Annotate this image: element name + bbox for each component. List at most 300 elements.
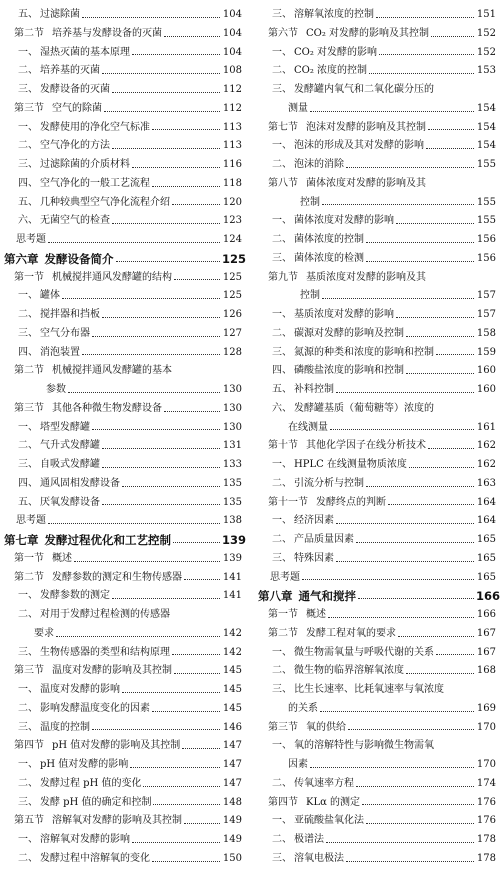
toc-section-entry: [258, 719, 496, 738]
toc-item-entry: [258, 475, 496, 494]
toc-entry-page: 151: [476, 9, 496, 20]
dot-leader: [153, 804, 220, 805]
dot-leader: [74, 561, 220, 562]
dot-leader: [132, 842, 220, 843]
toc-item-entry: [258, 531, 496, 550]
toc-item-entry: [258, 6, 496, 25]
toc-entry-page: 116: [222, 159, 242, 170]
toc-item-entry: [4, 156, 242, 175]
toc-item-entry: [258, 512, 496, 531]
dot-leader: [320, 711, 474, 712]
toc-section-entry: [4, 362, 242, 381]
toc-item-entry: [258, 681, 496, 700]
toc-entry-page: 148: [222, 796, 242, 808]
toc-entry-title: 控制: [300, 196, 320, 208]
toc-entry-page: 108: [222, 65, 242, 77]
toc-entry-title: 微生物的临界溶解氧浓度: [294, 665, 404, 677]
dot-leader: [122, 692, 220, 693]
toc-chapter-entry: [4, 531, 247, 550]
dot-leader: [92, 429, 220, 430]
toc-item-entry: [4, 644, 242, 663]
toc-entry-title: 发酵过程 pH 值的变化: [40, 777, 142, 789]
dot-leader: [366, 486, 474, 487]
dot-leader: [164, 411, 220, 412]
toc-entry-number: 一、: [18, 290, 38, 302]
toc-entry-number: 第十节: [268, 440, 298, 452]
toc-entry-page: 138: [222, 515, 242, 527]
toc-entry-title: 湿热灭菌的基本原理: [40, 46, 130, 58]
dot-leader: [112, 223, 220, 224]
toc-entry-number: 一、: [272, 46, 292, 58]
toc-entry-page: 165: [476, 534, 496, 545]
dot-leader: [172, 654, 220, 655]
dot-leader: [379, 54, 474, 55]
toc-entry-page: 128: [222, 346, 242, 358]
dot-leader: [182, 748, 220, 749]
toc-item-entry: [258, 700, 496, 719]
toc-entry-title: KLα 的测定: [306, 796, 361, 808]
toc-entry-title: 通风固相发酵设备: [40, 477, 120, 489]
toc-entry-title: 补料控制: [294, 384, 334, 395]
toc-entry-title: 过滤除菌: [40, 9, 80, 20]
toc-entry-title: 泡沫的消除: [294, 159, 344, 170]
toc-item-entry: [4, 437, 242, 456]
toc-entry-number: 三、: [18, 84, 38, 95]
toc-entry-page: 130: [222, 384, 242, 395]
toc-entry-page: 167: [476, 627, 496, 639]
toc-item-entry: [4, 456, 242, 475]
toc-entry-title: 罐体: [40, 290, 60, 302]
toc-entry-title: 参数: [46, 384, 66, 395]
toc-entry-number: 一、: [272, 140, 292, 152]
toc-entry-number: 三、: [272, 9, 292, 20]
toc-item-entry: [258, 419, 496, 438]
toc-entry-title: 在线测量: [288, 421, 328, 433]
toc-entry-page: 133: [222, 459, 242, 470]
toc-item-entry: [258, 306, 496, 325]
toc-entry-title: 空气分布器: [40, 327, 90, 339]
toc-entry-number: 一、: [272, 515, 292, 527]
dot-leader: [428, 129, 474, 130]
toc-entry-title: 其他各种微生物发酵设备: [52, 402, 162, 414]
toc-entry-page: 152: [476, 46, 496, 58]
toc-entry-title: 菌体浓度对发酵的影响及其: [306, 177, 426, 189]
toc-entry-page: 139: [222, 533, 247, 547]
toc-item-entry: [258, 756, 496, 775]
dot-leader: [68, 392, 220, 393]
toc-entry-page: 125: [222, 251, 247, 266]
dot-leader: [102, 73, 220, 74]
dot-leader: [409, 467, 474, 468]
toc-entry-page: 178: [476, 834, 496, 845]
dot-leader: [92, 336, 220, 337]
toc-item-entry: [258, 644, 496, 663]
toc-entry-page: 145: [222, 684, 242, 695]
dot-leader: [102, 317, 220, 318]
toc-entry-title: 温度对发酵的影响及其控制: [52, 665, 172, 677]
toc-item-entry: [4, 62, 242, 81]
dot-leader: [173, 542, 220, 543]
dot-leader: [330, 429, 474, 430]
toc-item-entry: [258, 62, 496, 81]
toc-item-entry: [4, 194, 242, 213]
toc-item-entry: [258, 344, 496, 363]
toc-entry-number: 第六章: [4, 251, 39, 266]
toc-entry-page: 135: [222, 477, 242, 489]
dot-leader: [132, 167, 220, 168]
toc-entry-number: 一、: [272, 215, 292, 227]
toc-entry-number: 一、: [18, 121, 38, 133]
toc-entry-number: 第八章: [258, 589, 293, 604]
dot-leader: [92, 729, 220, 730]
toc-item-entry: [258, 194, 496, 213]
toc-entry-page: 157: [476, 290, 496, 302]
toc-right-column: [258, 6, 500, 869]
dot-leader: [436, 654, 474, 655]
toc-entry-number: 三、: [272, 346, 292, 358]
toc-item-entry: [4, 325, 242, 344]
toc-entry-title: 机械搅拌通风发酵罐的基本: [52, 365, 172, 377]
toc-entry-number: 二、: [272, 665, 292, 677]
toc-entry-title: 传氧速率方程: [294, 777, 354, 789]
dot-leader: [48, 523, 220, 524]
toc-entry-title: 溶解氧对发酵的影响及其控制: [52, 815, 182, 827]
toc-chapter-entry: [4, 250, 247, 269]
toc-entry-title: 发酵参数的测定: [40, 590, 110, 602]
dot-leader: [362, 804, 474, 805]
toc-entry-number: 三、: [18, 646, 38, 658]
toc-item-entry: [4, 44, 242, 63]
toc-entry-title: 发酵终点的判断: [316, 496, 386, 508]
toc-item-entry: [258, 662, 496, 681]
toc-section-entry: [4, 550, 242, 569]
toc-entry-number: 二、: [272, 777, 292, 789]
toc-item-entry: [4, 850, 242, 869]
toc-entry-title: 思考题: [270, 571, 300, 583]
toc-item-entry: [4, 681, 242, 700]
dot-leader: [346, 861, 474, 862]
toc-item-entry: [4, 700, 242, 719]
toc-entry-title: 基质浓度对发酵的影响及其: [306, 271, 426, 283]
toc-entry-title: 菌体浓度对发酵的影响: [294, 215, 394, 227]
toc-entry-title: 塔型发酵罐: [40, 421, 90, 433]
dot-leader: [143, 786, 220, 787]
toc-item-entry: [258, 381, 496, 400]
toc-entry-page: 157: [476, 309, 496, 320]
toc-entry-title: 概述: [52, 552, 72, 564]
toc-entry-number: 六、: [272, 402, 292, 414]
toc-entry-title: 影响发酵温度变化的因素: [40, 702, 150, 714]
toc-entry-page: 130: [222, 402, 242, 414]
toc-section-entry: [4, 737, 242, 756]
toc-entry-number: 二、: [272, 159, 292, 170]
toc-entry-page: 163: [476, 477, 496, 489]
toc-item-entry: [4, 287, 242, 306]
dot-leader: [396, 317, 474, 318]
toc-entry-number: 三、: [18, 721, 38, 733]
toc-entry-page: 160: [476, 365, 496, 377]
toc-chapter-entry: [258, 587, 500, 606]
toc-section-entry: [4, 400, 242, 419]
toc-entry-page: 176: [476, 815, 496, 827]
toc-entry-page: 130: [222, 421, 242, 433]
toc-item-entry: [258, 850, 496, 869]
toc-section-entry: [4, 269, 242, 288]
toc-entry-page: 149: [222, 815, 242, 827]
dot-leader: [376, 17, 474, 18]
toc-entry-page: 126: [222, 309, 242, 320]
toc-entry-title: 溶解氧浓度的控制: [294, 9, 374, 20]
toc-entry-page: 161: [476, 421, 496, 433]
toc-entry-title: 磷酸盐浓度的影响和控制: [294, 365, 404, 377]
dot-leader: [426, 148, 474, 149]
toc-item-entry: [258, 100, 496, 119]
toc-entry-number: 二、: [18, 140, 38, 152]
toc-entry-title: 通气和搅拌: [298, 589, 356, 604]
toc-entry-number: 一、: [272, 740, 292, 752]
toc-entry-title: 经济因素: [294, 515, 334, 527]
toc-entry-title: 泡沫的形成及其对发酵的影响: [294, 140, 424, 152]
toc-entry-title: 引流分析与控制: [294, 477, 364, 489]
toc-entry-page: 154: [476, 102, 496, 114]
dot-leader: [366, 261, 474, 262]
dot-leader: [152, 711, 220, 712]
toc-entry-page: 170: [476, 721, 496, 733]
toc-entry-page: 142: [222, 646, 242, 658]
dot-leader: [346, 167, 474, 168]
toc-entry-title: 无菌空气的检查: [40, 215, 110, 227]
dot-leader: [56, 636, 220, 637]
toc-entry-title: CO₂ 对发酵的影响及其控制: [306, 27, 430, 39]
toc-entry-title: 菌体浓度的检测: [294, 252, 364, 264]
toc-entry-page: 160: [476, 384, 496, 395]
toc-item-entry: [258, 325, 496, 344]
toc-entry-number: 第二节: [268, 627, 298, 639]
dot-leader: [174, 673, 220, 674]
toc-entry-title: 几种较典型空气净化流程介绍: [40, 196, 170, 208]
toc-entry-page: 141: [222, 590, 242, 602]
dot-leader: [152, 129, 220, 130]
toc-entry-page: 135: [222, 496, 242, 508]
toc-item-entry: [258, 287, 496, 306]
dot-leader: [122, 486, 220, 487]
toc-entry-number: 四、: [272, 365, 292, 377]
toc-entry-title: 亚硫酸盐氧化法: [294, 815, 364, 827]
toc-item-entry: [4, 344, 242, 363]
toc-entry-page: 118: [222, 177, 242, 189]
toc-item-entry: [258, 569, 496, 588]
dot-leader: [396, 223, 474, 224]
toc-entry-number: 三、: [272, 552, 292, 564]
toc-entry-page: 154: [476, 121, 496, 133]
toc-entry-title: 发酵参数的测定和生物传感器: [52, 571, 182, 583]
toc-item-entry: [4, 212, 242, 231]
toc-entry-title: 基质浓度对发酵的影响: [294, 309, 394, 320]
toc-entry-page: 162: [476, 459, 496, 470]
toc-item-entry: [4, 719, 242, 738]
dot-leader: [48, 242, 220, 243]
toc-entry-page: 169: [476, 702, 496, 714]
dot-leader: [398, 636, 474, 637]
toc-entry-title: 发酵 pH 值的确定和控制: [40, 796, 152, 808]
toc-entry-number: 第三节: [14, 665, 44, 677]
toc-entry-title: 溶氧电极法: [294, 852, 344, 864]
toc-item-entry: [258, 550, 496, 569]
toc-entry-page: 155: [476, 196, 496, 208]
toc-item-entry: [258, 231, 496, 250]
toc-item-entry: [258, 137, 496, 156]
toc-section-entry: [258, 25, 496, 44]
toc-entry-number: 三、: [18, 459, 38, 470]
toc-item-entry: [4, 119, 242, 138]
dot-leader: [102, 504, 220, 505]
toc-entry-number: 五、: [18, 196, 38, 208]
toc-entry-title: 因素: [288, 759, 308, 770]
toc-entry-number: 二、: [18, 440, 38, 452]
toc-entry-number: 二、: [18, 702, 38, 714]
toc-entry-number: 第四节: [14, 740, 44, 752]
toc-entry-title: 思考题: [16, 234, 46, 245]
toc-entry-title: 对用于发酵过程检测的传感器: [40, 609, 170, 620]
toc-entry-number: 二、: [272, 327, 292, 339]
toc-entry-number: 二、: [18, 309, 38, 320]
toc-entry-page: 178: [476, 852, 496, 864]
dot-leader: [356, 542, 474, 543]
toc-entry-title: 控制: [300, 290, 320, 302]
dot-leader: [356, 786, 474, 787]
toc-item-entry: [4, 306, 242, 325]
toc-entry-page: 162: [476, 440, 496, 452]
toc-entry-number: 五、: [18, 9, 38, 20]
toc-entry-page: 166: [476, 609, 496, 620]
toc-entry-number: 一、: [18, 684, 38, 695]
toc-entry-number: 第一节: [14, 552, 44, 564]
toc-entry-title: CO₂ 对发酵的影响: [294, 46, 378, 58]
toc-entry-number: 三、: [18, 159, 38, 170]
toc-entry-page: 155: [476, 159, 496, 170]
toc-entry-title: 氧的溶解特性与影响微生物需氧: [294, 740, 434, 752]
toc-entry-number: 第七章: [4, 533, 39, 547]
toc-entry-number: 四、: [18, 346, 38, 358]
toc-entry-title: 泡沫对发酵的影响及其控制: [306, 121, 426, 133]
toc-section-entry: [258, 494, 496, 513]
dot-leader: [152, 186, 220, 187]
toc-entry-title: 菌体浓度的控制: [294, 234, 364, 245]
dot-leader: [62, 298, 220, 299]
toc-entry-page: 168: [476, 665, 496, 677]
toc-entry-number: 第六节: [268, 27, 298, 39]
toc-entry-title: 发酵设备简介: [44, 251, 114, 266]
dot-leader: [310, 111, 474, 112]
toc-section-entry: [4, 569, 242, 588]
dot-leader: [358, 598, 474, 599]
toc-entry-number: 一、: [272, 459, 292, 470]
dot-leader: [302, 579, 474, 580]
toc-entry-page: 145: [222, 702, 242, 714]
dot-leader: [369, 73, 474, 74]
toc-item-entry: [4, 81, 242, 100]
toc-entry-page: 113: [222, 121, 242, 133]
dot-leader: [406, 673, 474, 674]
toc-left-column: [4, 6, 247, 869]
toc-entry-number: 第八节: [268, 177, 298, 189]
toc-entry-number: 一、: [18, 759, 38, 770]
toc-item-entry: [258, 156, 496, 175]
dot-leader: [310, 767, 474, 768]
dot-leader: [406, 336, 474, 337]
toc-item-entry: [258, 775, 496, 794]
toc-item-entry: [258, 831, 496, 850]
toc-entry-title: 测量: [288, 102, 308, 114]
toc-item-entry: [4, 587, 242, 606]
toc-entry-title: 空气净化的一般工艺流程: [40, 177, 150, 189]
dot-leader: [336, 561, 474, 562]
toc-entry-number: 第三节: [14, 102, 44, 114]
toc-entry-number: 四、: [18, 177, 38, 189]
toc-entry-page: 125: [222, 271, 242, 283]
toc-entry-number: 一、: [272, 309, 292, 320]
toc-item-entry: [258, 250, 496, 269]
toc-entry-page: 150: [222, 852, 242, 864]
toc-entry-title: 思考题: [16, 515, 46, 527]
toc-entry-page: 165: [476, 571, 496, 583]
toc-entry-title: pH 值对发酵的影响及其控制: [52, 740, 181, 752]
toc-entry-page: 142: [222, 627, 242, 639]
toc-item-entry: [258, 400, 496, 419]
dot-leader: [112, 598, 220, 599]
toc-entry-number: 五、: [18, 496, 38, 508]
toc-entry-title: 空气净化的方法: [40, 140, 110, 152]
dot-leader: [336, 392, 474, 393]
toc-entry-title: 厌氧发酵设备: [40, 496, 100, 508]
toc-entry-page: 125: [222, 290, 242, 302]
toc-entry-title: 过滤除菌的介质材料: [40, 159, 130, 170]
toc-entry-number: 四、: [18, 477, 38, 489]
toc-entry-title: 氮源的种类和浓度的影响和控制: [294, 346, 434, 358]
toc-entry-number: 三、: [272, 852, 292, 864]
toc-entry-title: 发酵使用的净化空气标准: [40, 121, 150, 133]
toc-entry-page: 147: [222, 777, 242, 789]
dot-leader: [164, 36, 220, 37]
toc-entry-title: 空气的除菌: [52, 102, 102, 114]
toc-entry-page: 165: [476, 552, 496, 564]
toc-entry-page: 166: [476, 589, 500, 604]
toc-entry-page: 149: [222, 834, 242, 845]
toc-entry-number: 第七节: [268, 121, 298, 133]
toc-entry-page: 155: [476, 215, 496, 227]
toc-entry-page: 156: [476, 234, 496, 245]
toc-entry-number: 第一节: [268, 609, 298, 620]
dot-leader: [82, 354, 220, 355]
toc-item-entry: [4, 512, 242, 531]
toc-item-entry: [4, 625, 242, 644]
dot-leader: [428, 448, 474, 449]
toc-entry-title: 消泡装置: [40, 346, 80, 358]
toc-entry-number: 二、: [18, 609, 38, 620]
toc-entry-title: 培养基的灭菌: [40, 65, 100, 77]
toc-section-entry: [258, 437, 496, 456]
toc-section-entry: [4, 100, 242, 119]
dot-leader: [104, 111, 220, 112]
toc-entry-number: 第十一节: [268, 496, 308, 508]
toc-entry-page: 112: [222, 102, 242, 114]
toc-entry-page: 104: [222, 9, 242, 20]
toc-entry-page: 124: [222, 234, 242, 245]
toc-section-entry: [258, 175, 496, 194]
toc-entry-title: 培养基与发酵设备的灭菌: [52, 27, 162, 39]
toc-entry-page: 170: [476, 759, 496, 770]
toc-item-entry: [258, 737, 496, 756]
